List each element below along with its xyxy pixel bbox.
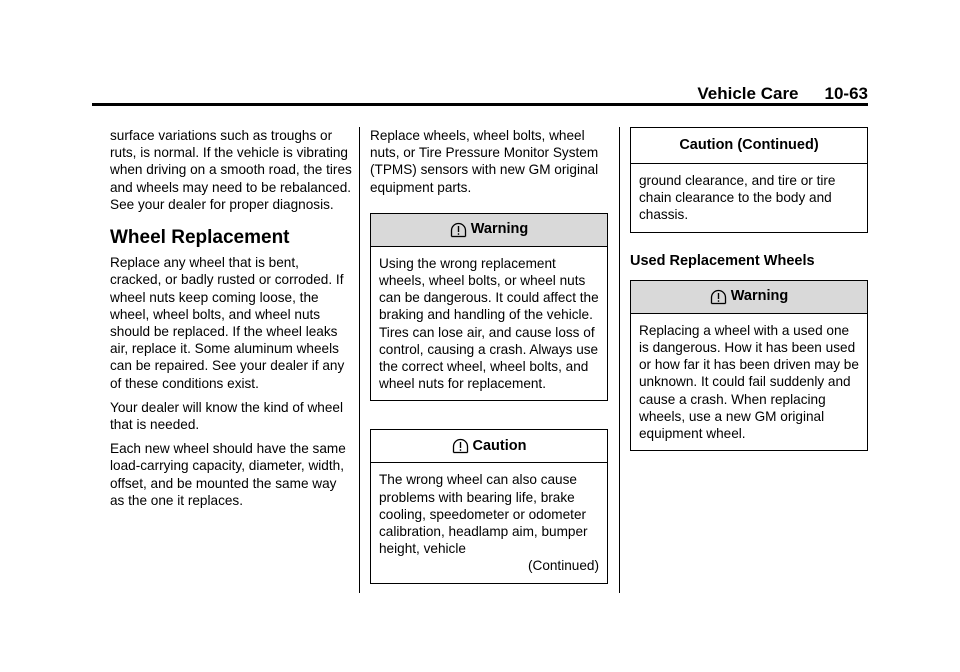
page-number: 10-63 [824,84,868,103]
caution-body [371,463,607,582]
intro-paragraph: surface variations such as troughs or ruts, is normal. If the vehicle is vibrating when driving on a smooth road, the tires and wheels may need to be rebalanced. See your dealer for proper diagnosis. [110,128,352,212]
caution-icon [452,438,469,454]
caution-box [370,429,608,583]
warning-icon [450,222,467,238]
warning-box [630,280,868,451]
section-heading: Wheel Replacement [110,227,290,249]
column-divider [359,127,360,593]
continued-label: (Continued) [527,558,599,574]
column-right [630,127,868,479]
paragraph: Replace wheels, wheel bolts, wheel nuts, or Tire Pressure Monitor System (TPMS) sensors with new GM original equipment parts. [370,128,599,195]
page-header [92,84,868,104]
warning-header [631,281,867,314]
column-divider [619,127,620,593]
warning-text: Replacing a wheel with a used one is dangerous. How it has been used or how far it has been driven may be unknown. It could fail suddenly and cause a crash. When replacing wheels, use a new GM original equipment wheel. [639,322,859,442]
paragraph: Your dealer will know the kind of wheel that is needed. [110,399,343,433]
caution-header [371,430,607,463]
caution-title: Caution [472,437,527,454]
warning-header [371,214,607,247]
column-middle [370,127,608,612]
subsection-heading: Used Replacement Wheels [630,252,815,269]
paragraph: Replace any wheel that is bent, cracked, or badly rusted or corroded. If wheel nuts keep coming loose, the wheel, wheel bolts, and wheel nuts should be replaced. If the wheel leaks air, replace it. Some aluminum wheels can be repaired. See your dealer if any of these conditions exist. [110,255,345,391]
column-left [110,127,352,516]
header-rule [92,103,868,106]
caution-continued-header: Caution (Continued) [631,128,867,164]
warning-text: Using the wrong replacement wheels, wheel bolts, or wheel nuts can be dangerous. It could affect the braking and handling of the vehicle. Tires can lose air, and cause loss of control, causing a crash. Always use the correct wheel, wheel bolts, and wheel nuts for replacement. [379,255,599,392]
warning-box [370,213,608,402]
warning-title: Warning [730,288,789,305]
paragraph: Each new wheel should have the same load-carrying capacity, diameter, width, offset, and be mounted the same way as the one it replaces. [110,441,346,508]
caution-text: The wrong wheel can also cause problems with bearing life, brake cooling, speedometer or odometer calibration, headlamp aim, bumper height, vehicle [379,472,588,557]
section-title: Vehicle Care [697,84,799,103]
caution-continued-box [630,127,868,233]
warning-icon [710,289,727,305]
warning-title: Warning [470,221,529,238]
caution-continued-text: ground clearance, and tire or tire chain clearance to the body and chassis. [639,173,836,223]
